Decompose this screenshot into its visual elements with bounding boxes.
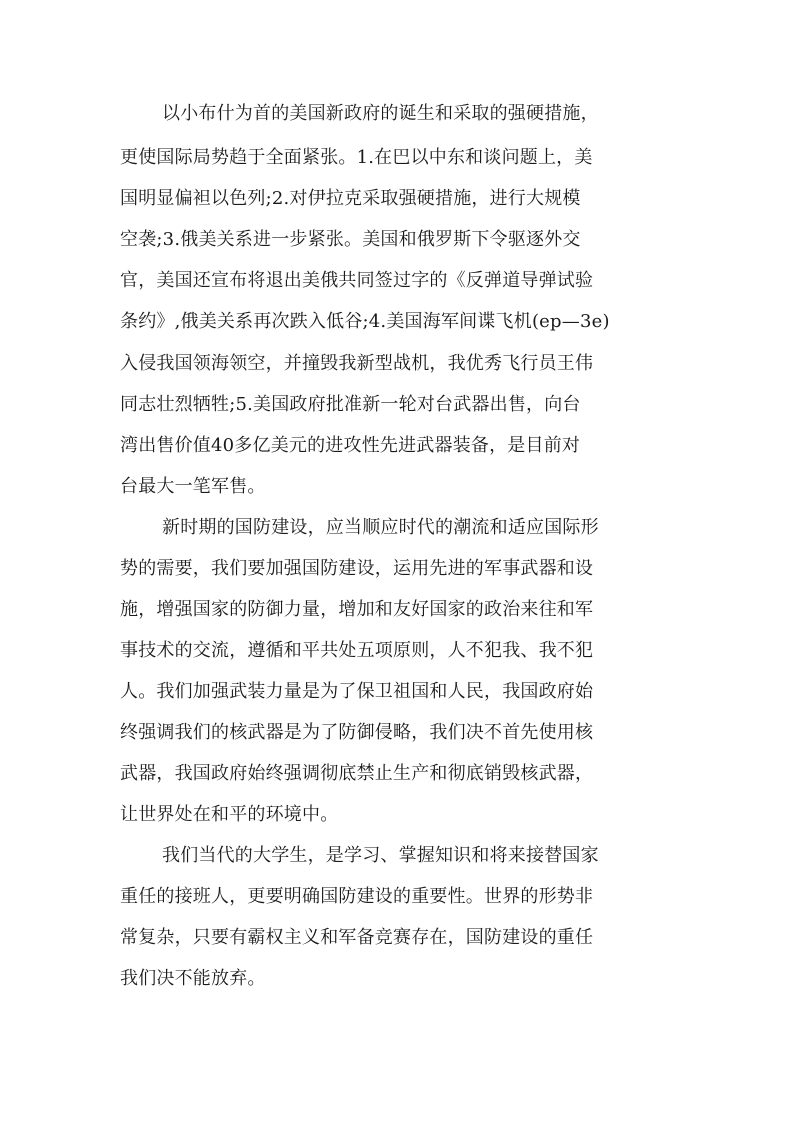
paragraph-line: 重任的接班人，更要明确国防建设的重要性。世界的形势非 [120, 886, 594, 907]
paragraph-line: 入侵我国领海领空，并撞毁我新型战机，我优秀飞行员王伟 [120, 353, 594, 374]
paragraph-line: 以小布什为首的美国新政府的诞生和采取的强硬措施， [162, 103, 599, 124]
paragraph-line: 我们当代的大学生，是学习、掌握知识和将来接替国家 [162, 845, 599, 866]
paragraph-line: 事技术的交流，遵循和平共处五项原则，人不犯我、我不犯 [120, 640, 594, 661]
paragraph-line: 终强调我们的核武器是为了防御侵略，我们决不首先使用核 [120, 722, 594, 743]
paragraph-line: 更使国际局势趋于全面紧张。1.在巴以中东和谈问题上，美 [120, 147, 593, 168]
paragraph-line: 台最大一笔军售。 [120, 476, 266, 497]
paragraph-line: 武器，我国政府始终强调彻底禁止生产和彻底销毁核武器， [120, 763, 594, 784]
paragraph-line: 人。我们加强武装力量是为了保卫祖国和人民，我国政府始 [120, 681, 594, 702]
paragraph-line: 让世界处在和平的环境中。 [120, 804, 339, 825]
paragraph-line: 新时期的国防建设，应当顺应时代的潮流和适应国际形 [162, 517, 599, 538]
paragraph-line: 国明显偏袒以色列;2.对伊拉克采取强硬措施，进行大规模 [120, 188, 581, 209]
paragraph-line: 我们决不能放弃。 [120, 968, 266, 989]
paragraph-line: 同志壮烈牺牲;5.美国政府批准新一轮对台武器出售，向台 [120, 394, 581, 415]
paragraph-line: 势的需要，我们要加强国防建设，运用先进的军事武器和设 [120, 558, 594, 579]
paragraph-line: 官，美国还宣布将退出美俄共同签过字的《反弹道导弹试验 [120, 270, 594, 291]
paragraph-line: 常复杂，只要有霸权主义和军备竞赛存在，国防建设的重任 [120, 927, 594, 948]
paragraph-line: 空袭;3.俄美关系进一步紧张。美国和俄罗斯下令驱逐外交 [120, 229, 581, 250]
paragraph-line: 施，增强国家的防御力量，增加和友好国家的政治来往和军 [120, 599, 594, 620]
paragraph-line: 湾出售价值40多亿美元的进攻性先进武器装备，是目前对 [120, 435, 581, 456]
paragraph-line: 条约》,俄美关系再次跌入低谷;4.美国海军间谍飞机(ep—3e) [120, 311, 610, 332]
